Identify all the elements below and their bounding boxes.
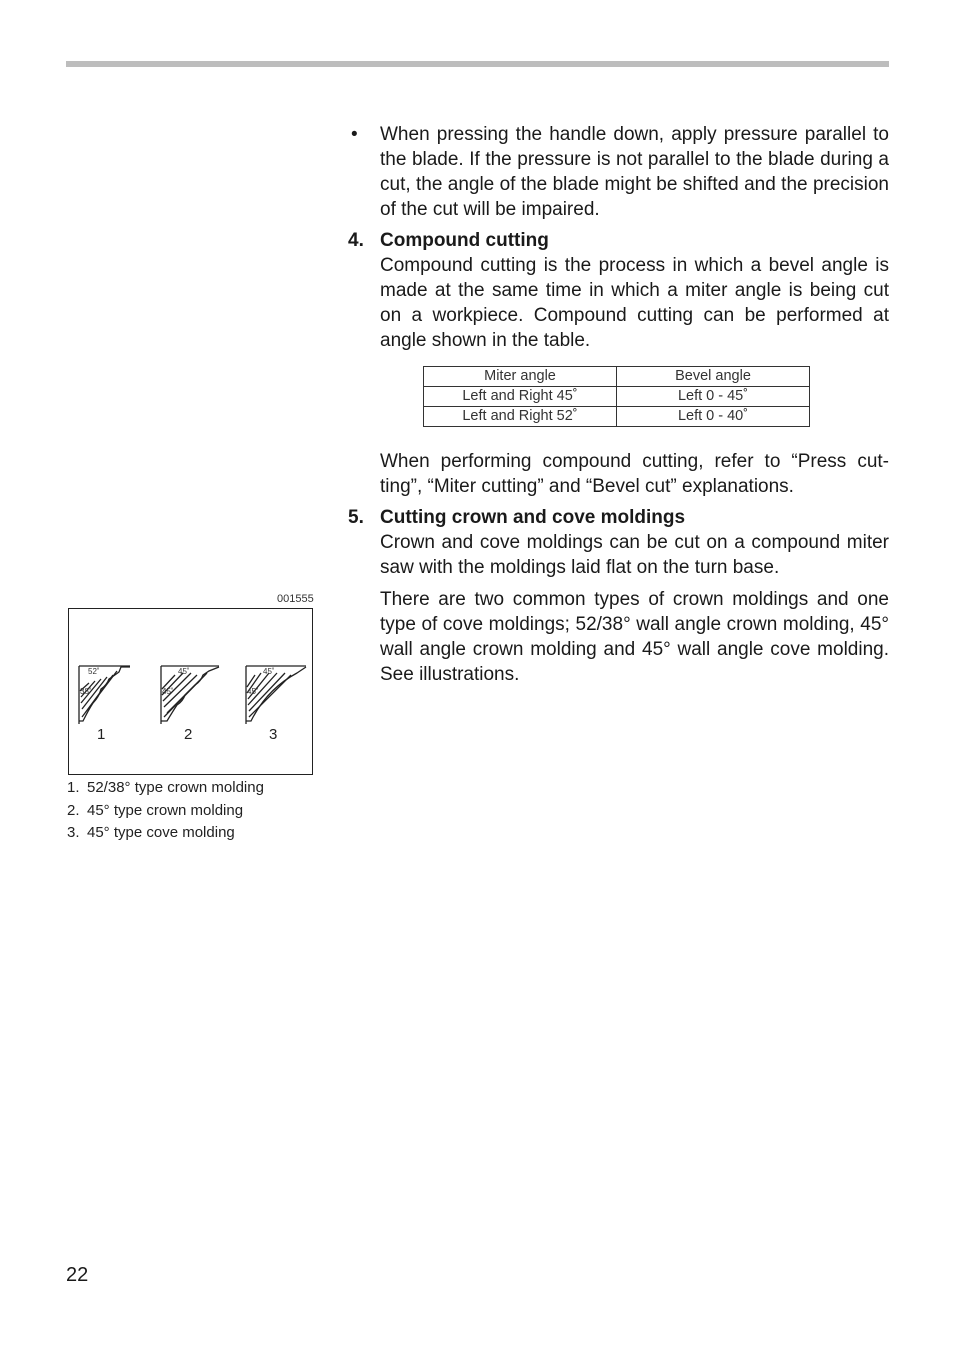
table-header-cell: Miter angle	[424, 367, 617, 387]
compound-angle-table	[423, 366, 810, 427]
table-row	[424, 407, 810, 427]
figure-legend	[67, 777, 264, 845]
molding-2-side-angle: 45˚	[162, 687, 174, 696]
main-column	[348, 122, 889, 687]
molding-3-side-angle: 45˚	[247, 687, 259, 696]
section-5-text-1: Crown and cove moldings can be cut on a compound miter saw with the moldings laid flat on the turn base.	[380, 532, 889, 578]
bullet-text: When pressing the handle down, apply pressure parallel to the blade. If the pressure is not parallel to the blade during a cut, the angle of the blade might be shifted and the precision of the cut will be impaired.	[380, 124, 889, 220]
molding-figure	[68, 608, 313, 775]
molding-1-side-angle: 38˚	[80, 687, 92, 696]
section-5-number: 5.	[348, 507, 364, 528]
legend-item: 2. 45° type crown molding	[67, 801, 244, 819]
section-4	[348, 228, 889, 353]
section-5	[348, 505, 889, 687]
bullet-item	[348, 122, 889, 222]
page-number: 22	[66, 1264, 89, 1286]
section-5-text-2: There are two common types of crown moldings and one type of cove moldings; 52/38° wall angle crown molding, 45° wall angle crown molding and 45° wall angle cove molding. See illustrations.	[380, 589, 889, 685]
molding-2-number: 2	[184, 726, 193, 743]
table-cell: Left 0 - 40˚	[617, 407, 810, 427]
molding-3-top-angle: 45˚	[263, 667, 275, 676]
legend-item: 1. 52/38° type crown molding	[67, 779, 264, 796]
table-header-row	[424, 367, 810, 387]
section-4-number: 4.	[348, 230, 364, 251]
molding-illustration	[69, 609, 314, 776]
figure-code: 001555	[277, 593, 314, 605]
section-5-heading: Cutting crown and cove moldings	[380, 507, 686, 528]
header-rule	[66, 61, 889, 67]
molding-2-top-angle: 45˚	[178, 667, 190, 676]
compound-cutting-note: When performing compound cutting, refer to “Press cut-ting”, “Miter cutting” and “Bevel cut” explanations.	[380, 451, 889, 497]
section-4-heading: Compound cutting	[380, 230, 549, 251]
table-row	[424, 387, 810, 407]
molding-1-number: 1	[97, 726, 106, 743]
bullet-marker: •	[351, 124, 358, 145]
section-4-text: Compound cutting is the process in which a bevel angle is made at the same time in which a miter angle is being cut on a workpiece. Compound cutting can be performed at angle shown in the table.	[380, 255, 889, 351]
table-cell: Left 0 - 45˚	[617, 387, 810, 407]
table-cell: Left and Right 52˚	[424, 407, 617, 427]
legend-item: 3. 45° type cove molding	[67, 824, 235, 841]
table-cell: Left and Right 45˚	[424, 387, 617, 407]
molding-1-top-angle: 52˚	[88, 667, 100, 676]
molding-3-number: 3	[269, 726, 278, 743]
table-header-cell: Bevel angle	[617, 367, 810, 387]
